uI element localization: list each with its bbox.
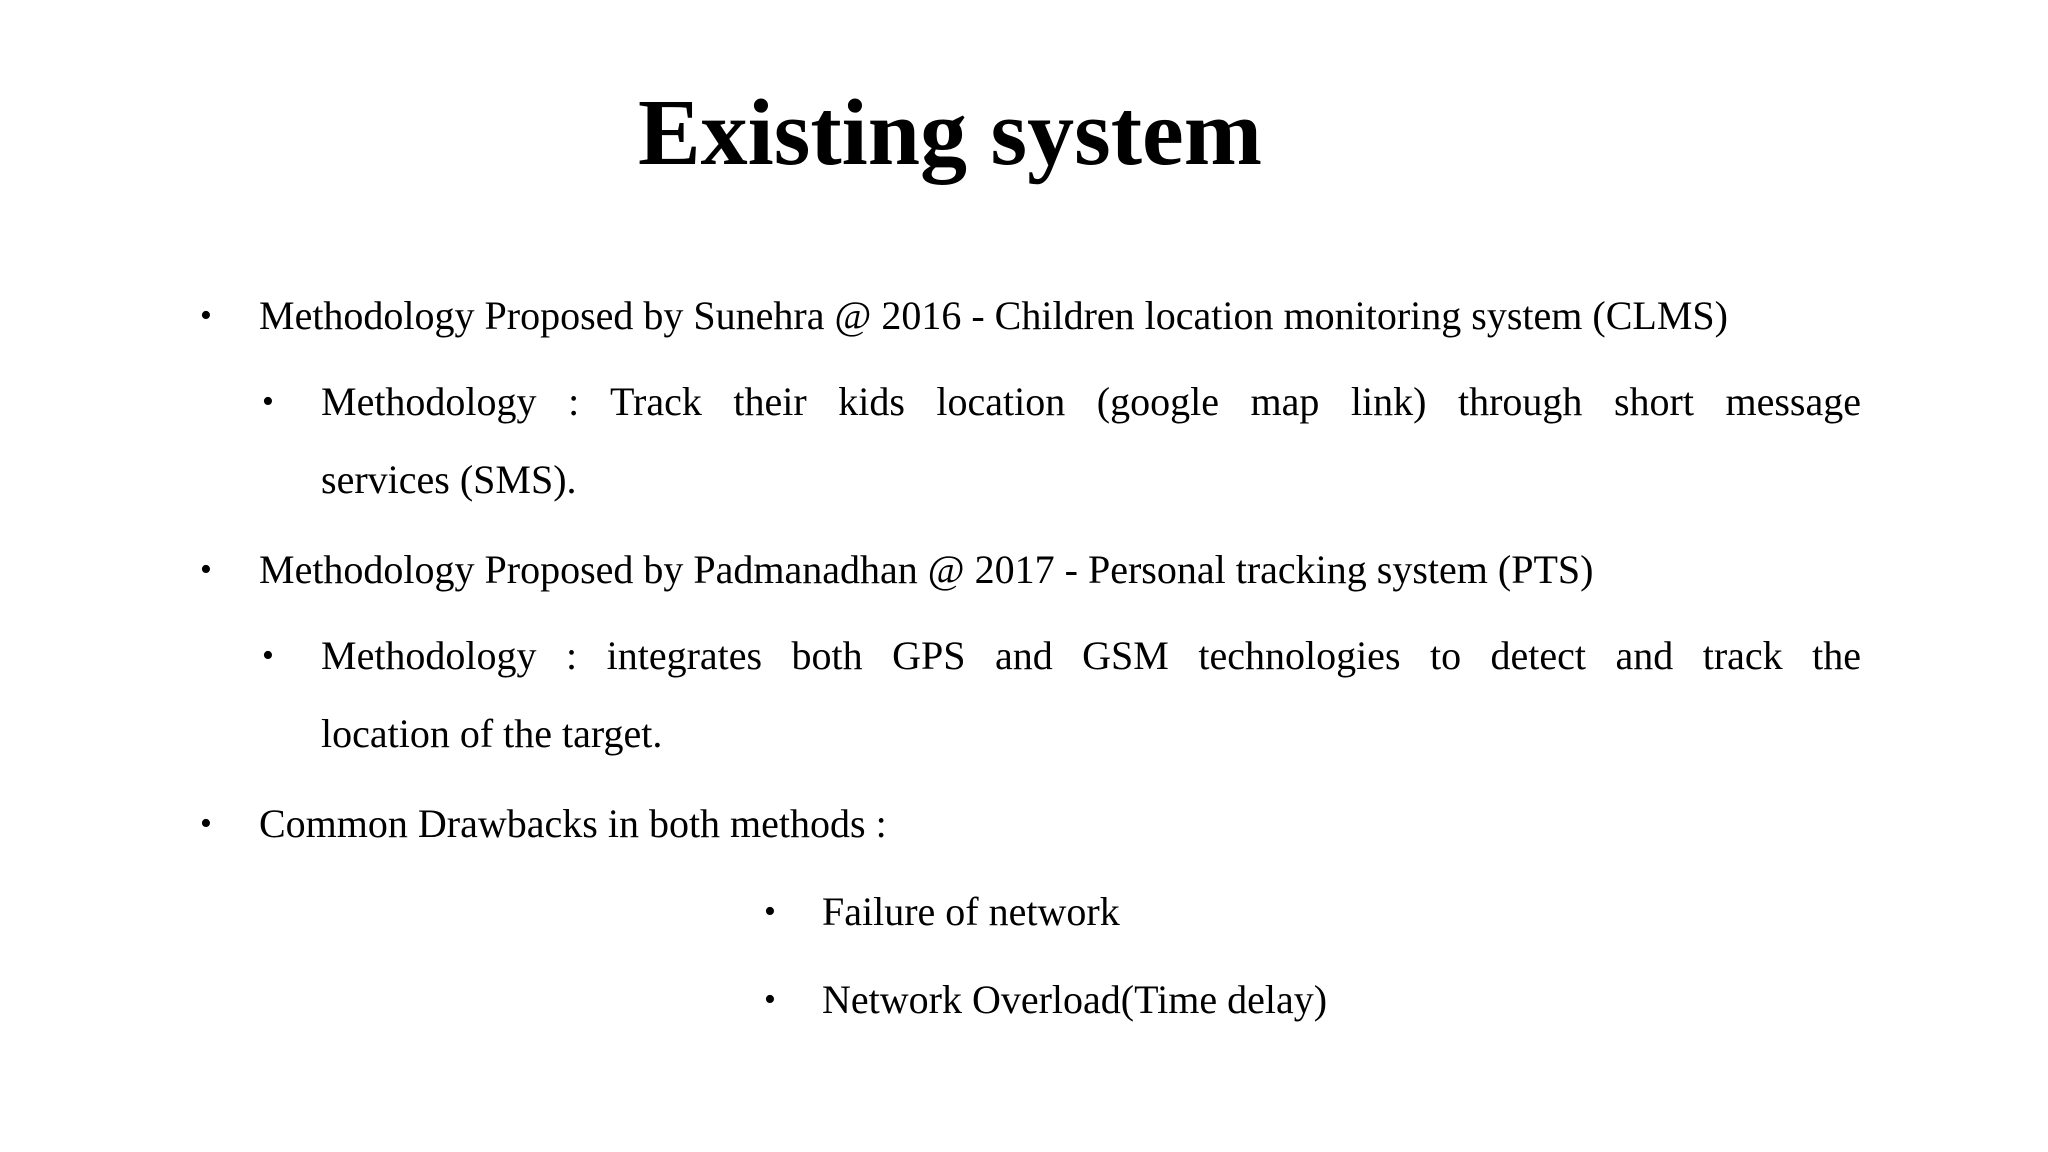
bullet-text: Common Drawbacks in both methods : [259,801,887,846]
sub-bullet-text [321,363,1861,519]
sub-bullet-item-clms-methodology [0,376,2048,536]
bullet-icon: • [262,383,274,420]
bullet-icon: • [200,297,212,334]
drawback-text: Network Overload(Time delay) [822,977,1328,1022]
bullet-icon: • [764,981,776,1018]
slide-title: Existing system [637,81,1263,185]
bullet-text: Methodology Proposed by Padmanadhan @ 2017 - Personal tracking system (PTS) [259,547,1594,592]
bullet-item-sunehra [0,290,2048,342]
bullet-item-common-drawbacks [0,798,2048,850]
bullet-item-padmanadhan [0,544,2048,596]
bullet-icon: • [200,805,212,842]
drawback-item-network-failure [0,886,2048,938]
sub-bullet-text-line-1: Methodology : Track their kids location (google map link) through short message [321,379,1861,424]
drawback-item-network-overload [0,974,2048,1026]
sub-bullet-text-line-1: Methodology : integrates both GPS and GSM technologies to detect and track the [321,633,1861,678]
sub-bullet-text-line-2: location of the target. [321,711,663,756]
bullet-text: Methodology Proposed by Sunehra @ 2016 - Children location monitoring system (CLMS) [259,293,1728,338]
drawback-text: Failure of network [822,889,1120,934]
sub-bullet-text [321,617,1861,773]
bullet-icon: • [200,551,212,588]
bullet-icon: • [262,637,274,674]
sub-bullet-text-line-2: services (SMS). [321,457,577,502]
bullet-icon: • [764,893,776,930]
sub-bullet-item-pts-methodology [0,630,2048,790]
